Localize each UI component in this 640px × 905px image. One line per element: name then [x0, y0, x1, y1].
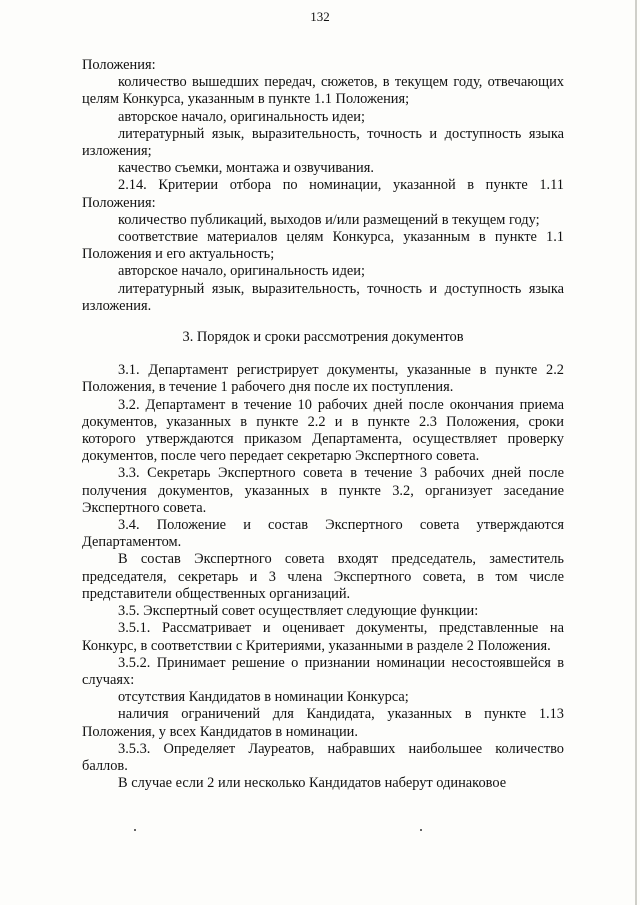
- page-number: 132: [310, 9, 330, 24]
- section-heading: 3. Порядок и сроки рассмотрения документов: [182, 329, 464, 346]
- paragraph: количество вышедших передач, сюжетов, в текущем году, отвечающих целям Конкурса, указанным в пункте 1.1 Положения;: [82, 74, 564, 108]
- paragraph: 3.1. Департамент регистрирует документы, указанные в пункте 2.2 Положения, в течение 1 рабочего дня после их поступления.: [82, 362, 564, 396]
- paragraphs-before-section: [82, 57, 564, 315]
- paragraph: качество съемки, монтажа и озвучивания.: [118, 160, 374, 177]
- paragraph: 2.14. Критерии отбора по номинации, указанной в пункте 1.11 Положения:: [82, 177, 564, 211]
- paragraph: литературный язык, выразительность, точность и доступность языка изложения;: [82, 125, 564, 160]
- paragraphs-after-section: [82, 362, 564, 792]
- paragraph: авторское начало, оригинальность идеи;: [118, 263, 366, 280]
- paragraph: 3.2. Департамент в течение 10 рабочих дней после окончания приема документов, указанных в пункте 2.2 и в пункте 2.3 Положения, сроки которого утверждаются приказом Департамента, осуществляет проверку документов, после чего передает секретарю Экспертного совета.: [82, 396, 564, 465]
- page-edge: [635, 0, 637, 905]
- paragraph: отсутствия Кандидатов в номинации Конкурса;: [118, 689, 409, 706]
- document-body: [82, 57, 564, 792]
- paragraph: 3.5. Экспертный совет осуществляет следующие функции:: [118, 603, 479, 620]
- paragraph: 3.5.2. Принимает решение о признании номинации несостоявшейся в случаях:: [82, 654, 564, 688]
- paragraph: В состав Экспертного совета входят председатель, заместитель председателя, секретарь и 3 члена Экспертного совета, в том числе представители общественных организаций.: [82, 551, 564, 602]
- paragraph: В случае если 2 или несколько Кандидатов наберут одинаковое: [118, 775, 507, 792]
- paragraph: 3.3. Секретарь Экспертного совета в течение 3 рабочих дней после получения документов, указанных в пункте 3.2, организует заседание Экспертного совета.: [82, 465, 564, 516]
- scan-speck: [134, 829, 136, 831]
- paragraph: 3.5.3. Определяет Лауреатов, набравших наибольшее количество баллов.: [82, 740, 564, 774]
- paragraph: 3.4. Положение и состав Экспертного совета утверждаются Департаментом.: [82, 517, 564, 551]
- paragraph: 3.5.1. Рассматривает и оценивает документы, представленные на Конкурс, в соответствии с Критериями, указанными в разделе 2 Положения.: [82, 620, 564, 654]
- paragraph: наличия ограничений для Кандидата, указанных в пункте 1.13 Положения, у всех Кандидатов в номинации.: [82, 706, 564, 740]
- paragraph: литературный язык, выразительность, точность и доступность языка изложения.: [82, 280, 564, 314]
- paragraph: Положения:: [82, 57, 156, 73]
- scan-speck: [420, 829, 422, 831]
- paragraph: авторское начало, оригинальность идеи;: [118, 108, 366, 125]
- paragraph: количество публикаций, выходов и/или размещений в текущем году;: [118, 211, 540, 228]
- paragraph: соответствие материалов целям Конкурса, указанным в пункте 1.1 Положения и его актуальность;: [82, 229, 564, 263]
